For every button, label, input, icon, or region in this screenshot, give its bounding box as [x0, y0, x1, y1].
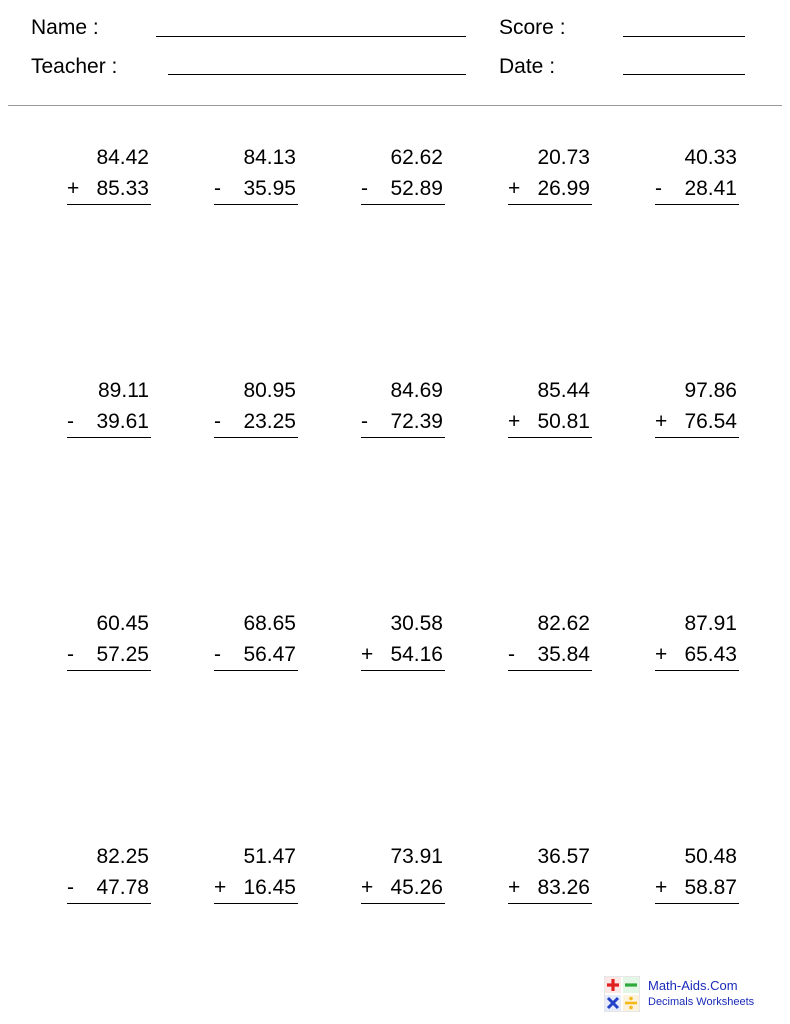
problem-top-number: 50.48: [684, 845, 737, 868]
problem-11: [67, 608, 151, 671]
problem-answer-line: [508, 406, 592, 438]
operator-sign: +: [67, 177, 80, 200]
operator-sign: +: [214, 876, 227, 899]
problem-bottom-number: 23.25: [243, 410, 296, 433]
problem-answer-line: [67, 872, 151, 904]
name-label: Name :: [31, 16, 99, 39]
problem-answer-line: [67, 639, 151, 671]
problem-bottom-number: 52.89: [390, 177, 443, 200]
problem-answer-line: [214, 173, 298, 205]
problem-bottom-number: 16.45: [243, 876, 296, 899]
problem-3: [361, 142, 445, 205]
problem-answer-line: [655, 639, 739, 671]
operator-sign: +: [508, 410, 521, 433]
problem-bottom-number: 35.95: [243, 177, 296, 200]
problem-answer-line: [508, 639, 592, 671]
operator-sign: +: [361, 876, 374, 899]
problem-bottom-number: 57.25: [96, 643, 149, 666]
operator-sign: -: [67, 876, 74, 899]
operator-sign: -: [508, 643, 515, 666]
problem-top-number: 68.65: [243, 612, 296, 635]
problem-bottom-number: 28.41: [684, 177, 737, 200]
problem-answer-line: [214, 872, 298, 904]
problem-bottom-number: 65.43: [684, 643, 737, 666]
operator-sign: +: [508, 876, 521, 899]
problem-bottom-number: 45.26: [390, 876, 443, 899]
problem-bottom-number: 47.78: [96, 876, 149, 899]
problem-answer-line: [508, 173, 592, 205]
problem-7: [214, 375, 298, 438]
operator-sign: -: [214, 177, 221, 200]
problem-17: [214, 841, 298, 904]
problem-9: [508, 375, 592, 438]
problem-16: [67, 841, 151, 904]
problem-answer-line: [361, 173, 445, 205]
logo-site-name: Math-Aids.Com: [648, 978, 738, 993]
problem-top-number: 80.95: [243, 379, 296, 402]
problem-answer-line: [655, 406, 739, 438]
problem-answer-line: [361, 639, 445, 671]
problem-19: [508, 841, 592, 904]
problem-6: [67, 375, 151, 438]
problem-top-number: 82.25: [96, 845, 149, 868]
problem-top-number: 51.47: [243, 845, 296, 868]
problem-12: [214, 608, 298, 671]
math-aids-logo: [604, 976, 790, 1012]
problem-5: [655, 142, 739, 205]
problem-bottom-number: 85.33: [96, 177, 149, 200]
problem-top-number: 62.62: [390, 146, 443, 169]
problem-15: [655, 608, 739, 671]
operator-sign: +: [655, 410, 668, 433]
operator-sign: +: [508, 177, 521, 200]
date-label: Date :: [499, 55, 556, 78]
problem-top-number: 36.57: [537, 845, 590, 868]
score-label: Score :: [499, 16, 566, 39]
problem-10: [655, 375, 739, 438]
problem-bottom-number: 54.16: [390, 643, 443, 666]
problem-answer-line: [214, 639, 298, 671]
problem-1: [67, 142, 151, 205]
problem-top-number: 73.91: [390, 845, 443, 868]
operator-sign: -: [214, 410, 221, 433]
operator-sign: +: [655, 643, 668, 666]
problem-20: [655, 841, 739, 904]
problem-bottom-number: 83.26: [537, 876, 590, 899]
problem-14: [508, 608, 592, 671]
teacher-label: Teacher :: [31, 55, 118, 78]
problem-answer-line: [67, 406, 151, 438]
problem-bottom-number: 26.99: [537, 177, 590, 200]
operator-sign: -: [67, 643, 74, 666]
problem-top-number: 60.45: [96, 612, 149, 635]
problem-bottom-number: 72.39: [390, 410, 443, 433]
problem-top-number: 85.44: [537, 379, 590, 402]
problem-bottom-number: 56.47: [243, 643, 296, 666]
problem-answer-line: [361, 872, 445, 904]
problem-answer-line: [214, 406, 298, 438]
problem-top-number: 87.91: [684, 612, 737, 635]
problem-top-number: 89.11: [98, 379, 149, 402]
operator-sign: +: [361, 643, 374, 666]
problem-bottom-number: 35.84: [537, 643, 590, 666]
problem-answer-line: [67, 173, 151, 205]
problem-bottom-number: 50.81: [537, 410, 590, 433]
problem-13: [361, 608, 445, 671]
problem-top-number: 97.86: [684, 379, 737, 402]
problem-answer-line: [361, 406, 445, 438]
problem-answer-line: [508, 872, 592, 904]
operator-sign: -: [214, 643, 221, 666]
problem-top-number: 82.62: [537, 612, 590, 635]
operator-sign: -: [361, 177, 368, 200]
logo-subtitle: Decimals Worksheets: [648, 996, 755, 1008]
problem-bottom-number: 58.87: [684, 876, 737, 899]
problem-answer-line: [655, 872, 739, 904]
operator-sign: -: [361, 410, 368, 433]
problem-4: [508, 142, 592, 205]
problem-top-number: 20.73: [537, 146, 590, 169]
operator-sign: -: [655, 177, 662, 200]
problem-18: [361, 841, 445, 904]
problem-top-number: 84.69: [390, 379, 443, 402]
problem-bottom-number: 39.61: [96, 410, 149, 433]
problem-answer-line: [655, 173, 739, 205]
problem-top-number: 40.33: [684, 146, 737, 169]
problem-8: [361, 375, 445, 438]
math-operations-icon: [604, 976, 640, 1012]
problem-top-number: 30.58: [390, 612, 443, 635]
problem-bottom-number: 76.54: [684, 410, 737, 433]
operator-sign: +: [655, 876, 668, 899]
problem-top-number: 84.42: [96, 146, 149, 169]
problem-2: [214, 142, 298, 205]
problem-top-number: 84.13: [243, 146, 296, 169]
operator-sign: -: [67, 410, 74, 433]
